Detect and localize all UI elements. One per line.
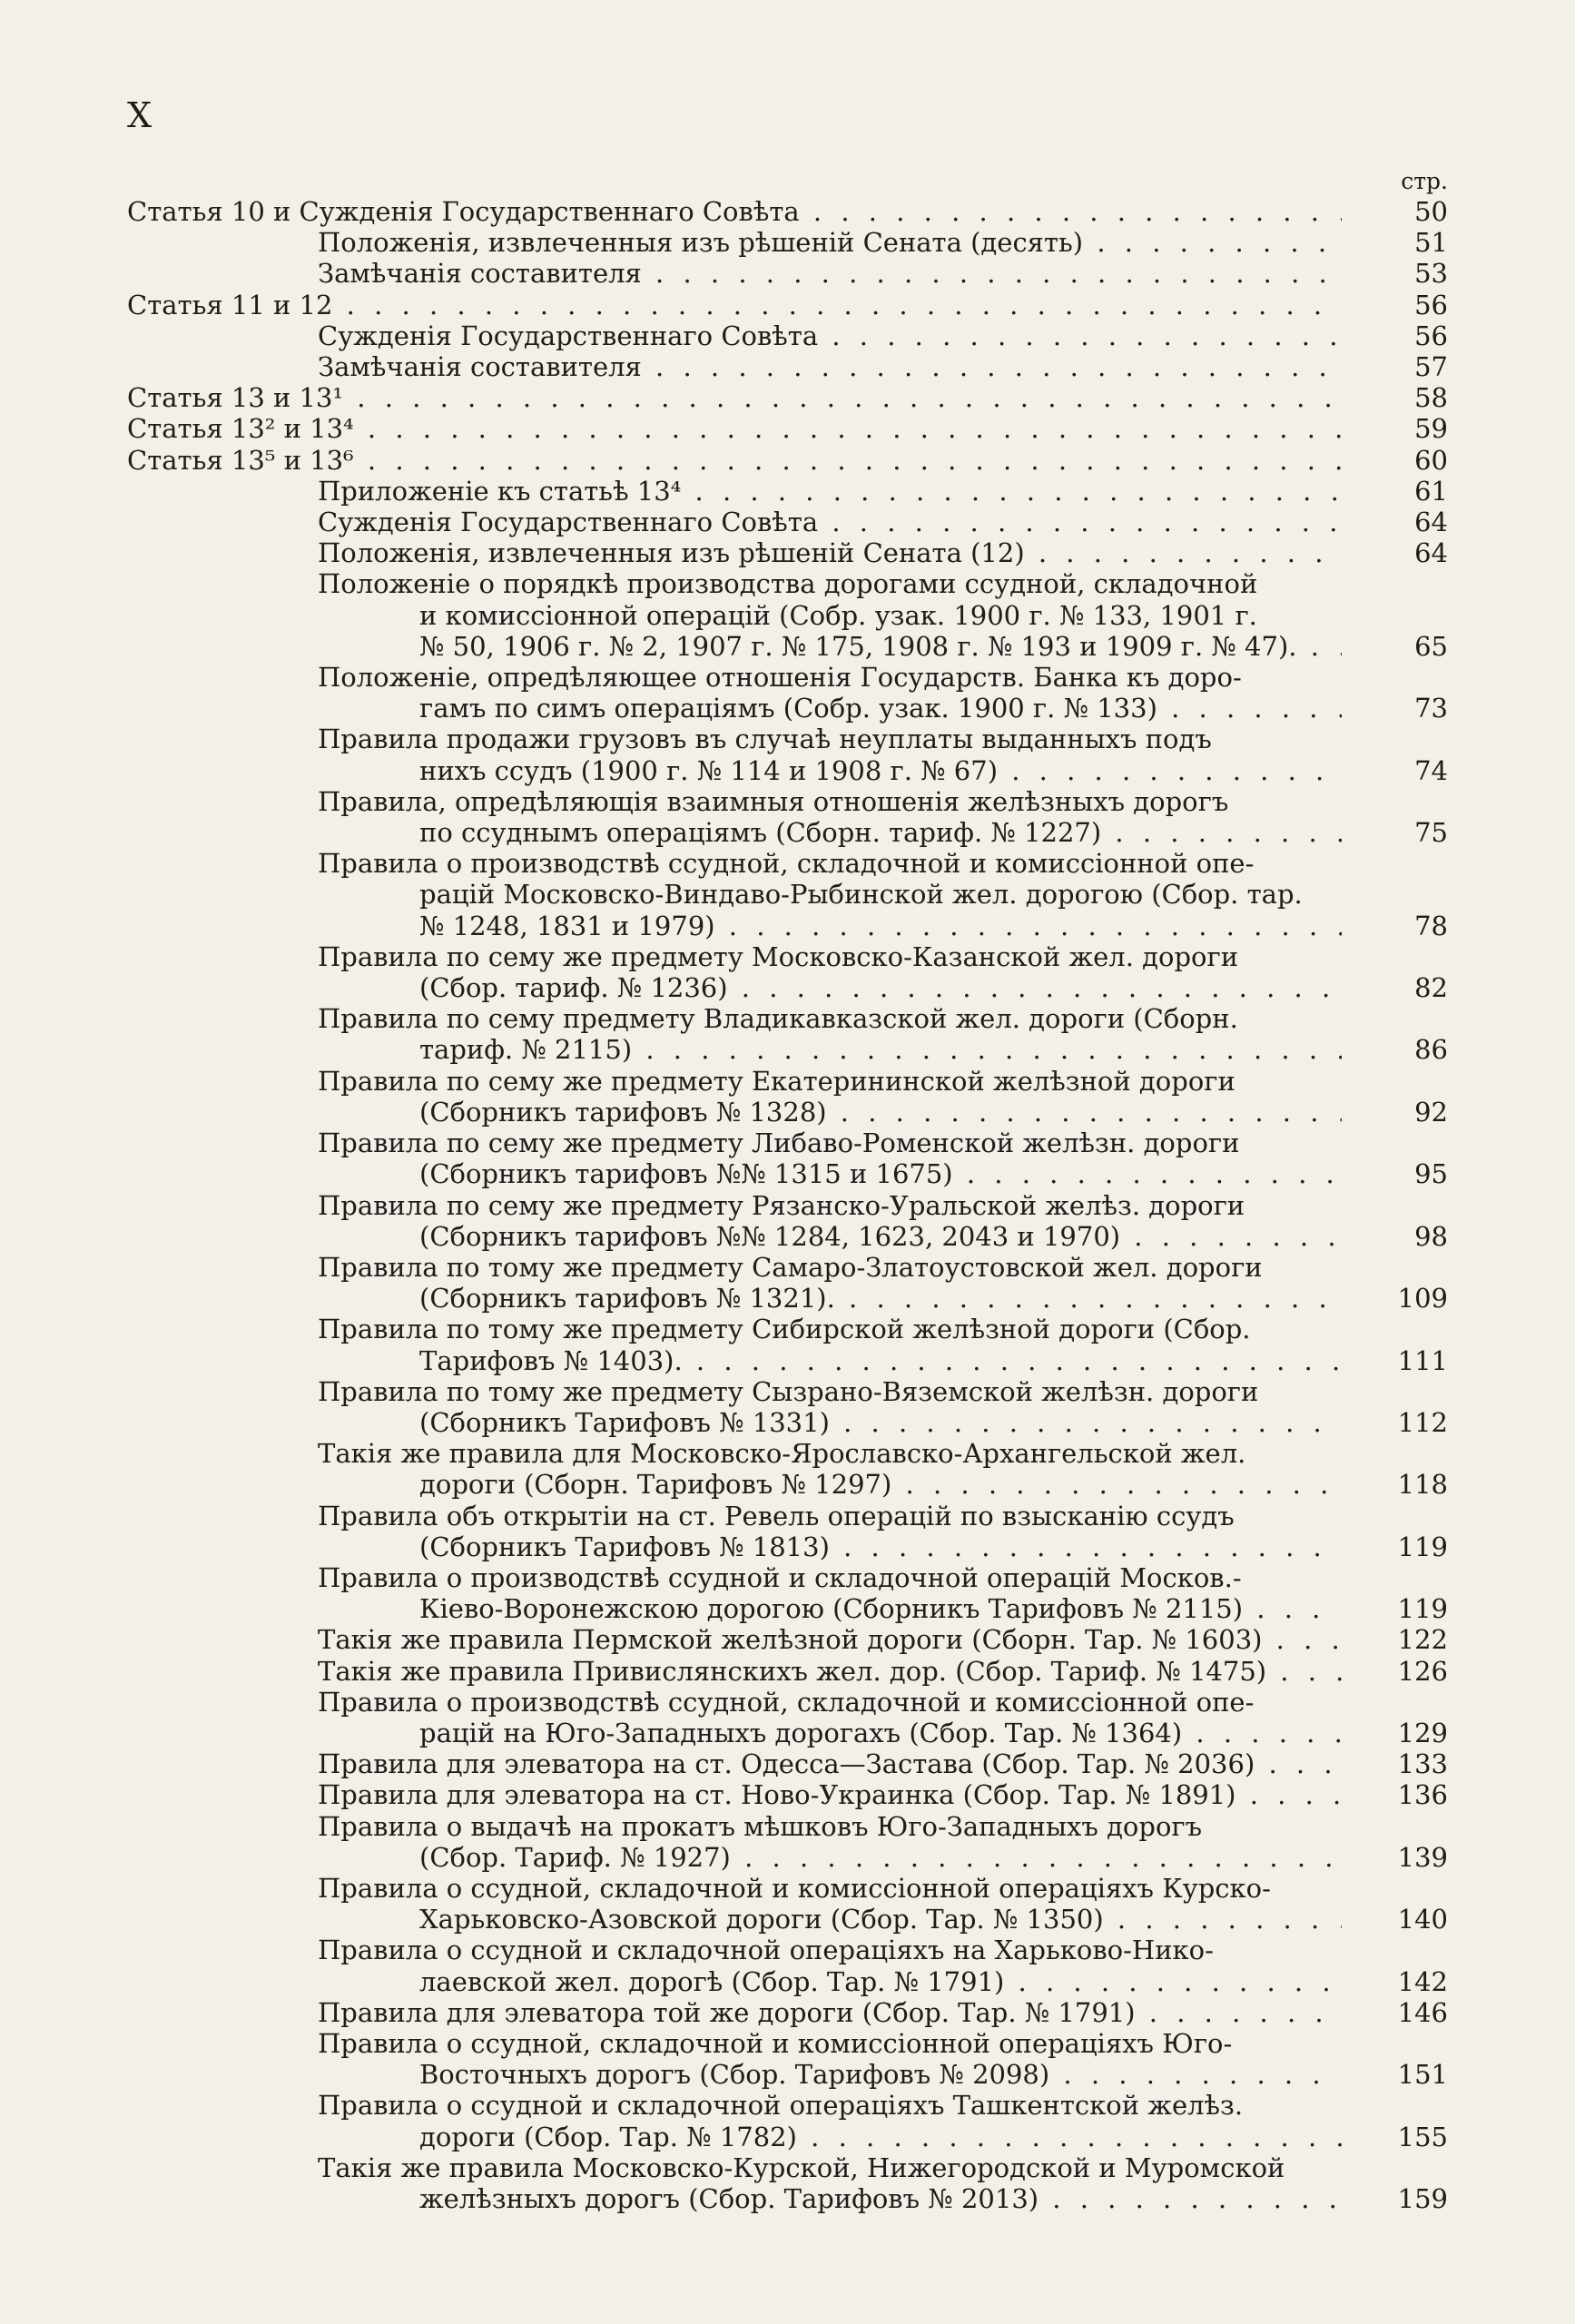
toc-entry — [127, 1252, 1448, 1314]
toc-entry-line: Такія же правила Пермской желѣзной дороги (Сборн. Тар. № 1603) . . . — [318, 1624, 1342, 1655]
toc-entry-page: 142 — [1397, 1965, 1448, 1997]
toc-entry-line: Правила о ссудной и складочной операціяхъ Ташкентской желѣз. — [318, 2090, 1244, 2122]
toc-entry-line: Положенія, извлеченныя изъ рѣшеній Сената (12) . . . — [318, 537, 1342, 568]
toc-entry — [127, 1190, 1448, 1252]
toc-entry-line: Положенія, извлеченныя изъ рѣшеній Сената (десять) . . . — [318, 227, 1342, 258]
toc-entry-line: (Сборникъ Тарифовъ № 1331) . . . — [318, 1407, 1342, 1438]
toc-entry — [127, 1656, 1448, 1687]
toc-entry-line: Замѣчанія составителя . . . — [318, 351, 1342, 382]
toc-entry-page: 86 — [1414, 1034, 1448, 1066]
toc-entry-line: Статья 11 и 12 . . . — [127, 290, 1342, 320]
toc-entry-line: № 50, 1906 г. № 2, 1907 г. № 175, 1908 г. № 193 и 1909 г. № 47). . . . — [318, 631, 1342, 662]
toc-entry-line: (Сборникъ тарифовъ №№ 1284, 1623, 2043 и 1970) . . . — [318, 1221, 1342, 1252]
toc-entry-line: Правила о выдачѣ на прокатъ мѣшковъ Юго-Западныхъ дорогъ — [318, 1810, 1203, 1842]
toc-entry-page: 78 — [1414, 910, 1448, 941]
toc-entry — [127, 2152, 1448, 2214]
toc-entry-page: 92 — [1414, 1096, 1448, 1128]
toc-entry-line: Тарифовъ № 1403). . . . — [318, 1345, 1342, 1376]
toc-entry — [127, 476, 1448, 507]
toc-entry — [127, 507, 1448, 537]
toc-entry-page: 75 — [1414, 817, 1448, 849]
toc-entry-page: 112 — [1397, 1406, 1448, 1438]
toc-entry-line: Правила по сему же предмету Рязанско-Уральской желѣз. дороги — [318, 1189, 1245, 1221]
page-number: X — [127, 95, 153, 135]
toc-entry-line: Кіево-Воронежскою дорогою (Сборникъ Тарифовъ № 2115) . . . — [318, 1593, 1342, 1624]
toc-entry-line: Правила о ссудной, складочной и комиссіонной операціяхъ Курско- — [318, 1872, 1271, 1904]
toc-entry-line: Положеніе о порядкѣ производства дорогами ссудной, складочной — [318, 568, 1258, 600]
toc-entry-line: Правила о ссудной и складочной операціяхъ на Харьково-Нико- — [318, 1935, 1214, 1966]
toc-entry-page: 118 — [1397, 1469, 1448, 1501]
toc-entry-line: Сужденія Государственнаго Совѣта . . . — [318, 320, 1342, 351]
toc-entry-page: 56 — [1414, 320, 1448, 351]
toc-entry-line: по ссуднымъ операціямъ (Сборн. тариф. № 1227) . . . — [318, 817, 1342, 848]
toc-entry — [127, 724, 1448, 785]
toc-entry-line: Правила о производствѣ ссудной и складочной операцій Москов.- — [318, 1561, 1242, 1593]
toc-entry — [127, 351, 1448, 382]
toc-entry-line: желѣзныхъ дорогъ (Сбор. Тарифовъ № 2013) . . . — [318, 2183, 1342, 2214]
toc-entry-page: 136 — [1397, 1779, 1448, 1811]
toc-entry-page: 119 — [1397, 1593, 1448, 1625]
toc-entry — [127, 445, 1448, 476]
toc-entry — [127, 1066, 1448, 1128]
toc-entry-line: Правила по тому же предмету Сызрано-Вяземской желѣзн. дороги — [318, 1375, 1259, 1407]
toc-entry-page: 64 — [1414, 537, 1448, 569]
toc-entry — [127, 382, 1448, 413]
toc-entry — [127, 1314, 1448, 1375]
toc-entry-page: 65 — [1414, 630, 1448, 662]
toc-entry-line: Правила по сему же предмету Московско-Казанской жел. дороги — [318, 940, 1239, 972]
toc-entry-page: 122 — [1397, 1624, 1448, 1656]
toc-entry-line: Правила для элеватора той же дороги (Сбор. Тар. № 1791) . . . — [318, 1997, 1342, 2028]
toc-entry — [127, 1811, 1448, 1873]
toc-entry-page: 129 — [1397, 1717, 1448, 1748]
toc-entry — [127, 662, 1448, 724]
toc-entry — [127, 1935, 1448, 1996]
toc-entry-line: № 1248, 1831 и 1979) . . . — [318, 911, 1342, 941]
toc-entry — [127, 196, 1448, 227]
toc-entry — [127, 1624, 1448, 1655]
toc-entry — [127, 848, 1448, 941]
toc-entry — [127, 1438, 1448, 1500]
toc-entry — [127, 1501, 1448, 1562]
toc-entry-page: 95 — [1414, 1158, 1448, 1190]
toc-entry-line: (Сборникъ тарифовъ № 1321). . . . — [318, 1283, 1342, 1314]
toc-entry-page: 98 — [1414, 1220, 1448, 1252]
toc-entry-page: 57 — [1414, 351, 1448, 383]
toc-entry — [127, 1128, 1448, 1189]
toc-entry-page: 155 — [1397, 2121, 1448, 2152]
toc-entry-line: Правила по тому же предмету Сибирской желѣзной дороги (Сбор. — [318, 1314, 1251, 1345]
toc-entry-page: 59 — [1414, 413, 1448, 445]
toc-entry — [127, 1687, 1448, 1748]
toc-entry-page: 133 — [1397, 1748, 1448, 1780]
toc-entry — [127, 258, 1448, 289]
toc-entry — [127, 1873, 1448, 1935]
toc-entry-line: Сужденія Государственнаго Совѣта . . . — [318, 507, 1342, 537]
toc-entry — [127, 1779, 1448, 1810]
toc-entry — [127, 2090, 1448, 2152]
toc-entry — [127, 568, 1448, 662]
toc-entry-line: рацій на Юго-Западныхъ дорогахъ (Сбор. Тар. № 1364) . . . — [318, 1718, 1342, 1748]
toc-entry-page: 61 — [1414, 475, 1448, 507]
toc-entry-page: 58 — [1414, 382, 1448, 414]
toc-entry-line: тариф. № 2115) . . . — [318, 1034, 1342, 1065]
toc-entry — [127, 2028, 1448, 2090]
toc-entry-line: Правила о производствѣ ссудной, складочной и комиссіонной опе- — [318, 1686, 1255, 1718]
toc-entry-line: Правила о ссудной, складочной и комиссіонной операціяхъ Юго- — [318, 2027, 1233, 2059]
toc-entry-line: (Сборникъ Тарифовъ № 1813) . . . — [318, 1531, 1342, 1562]
toc-entry-line: Такія же правила Привислянскихъ жел. дор. (Сбор. Тариф. № 1475) . . . — [318, 1656, 1342, 1687]
toc-entry-line: (Сбор. Тариф. № 1927) . . . — [318, 1842, 1342, 1873]
toc-entry-page: 126 — [1397, 1655, 1448, 1687]
toc-entry-page: 140 — [1397, 1904, 1448, 1935]
toc-entry — [127, 413, 1448, 444]
toc-entry-line: Статья 10 и Сужденія Государственнаго Совѣта . . . — [127, 196, 1342, 227]
toc-entry-line: (Сбор. тариф. № 1236) . . . — [318, 972, 1342, 1003]
toc-entry-page: 139 — [1397, 1841, 1448, 1873]
toc-entry-line: Правила, опредѣляющія взаимныя отношенія желѣзныхъ дорогъ — [318, 785, 1229, 817]
toc-entry-line: Правила для элеватора на ст. Одесса—Застава (Сбор. Тар. № 2036) . . . — [318, 1748, 1342, 1779]
toc-entry — [127, 1997, 1448, 2028]
toc-entry-line: дороги (Сбор. Тар. № 1782) . . . — [318, 2122, 1342, 2152]
toc-entry — [127, 1376, 1448, 1438]
toc-entry-page: 111 — [1397, 1344, 1448, 1376]
toc-entry-line: рацій Московско-Виндаво-Рыбинской жел. дорогою (Сбор. тар. — [419, 879, 1303, 911]
toc-entry-line: Правила по тому же предмету Самаро-Златоустовской жел. дороги — [318, 1251, 1263, 1283]
toc-entry-page: 119 — [1397, 1531, 1448, 1562]
toc-entry — [127, 1748, 1448, 1779]
table-of-contents — [127, 196, 1448, 2214]
toc-entry-line: лаевской жел. дорогѣ (Сбор. Тар. № 1791) . . . — [318, 1966, 1342, 1997]
toc-entry-page: 60 — [1414, 444, 1448, 476]
toc-entry-page: 159 — [1397, 2183, 1448, 2214]
toc-entry-line: (Сборникъ тарифовъ №№ 1315 и 1675) . . . — [318, 1158, 1342, 1189]
toc-entry-line: Замѣчанія составителя . . . — [318, 258, 1342, 289]
toc-entry-page: 109 — [1397, 1283, 1448, 1315]
toc-entry-line: Правила по сему же предмету Либаво-Роменской желѣзн. дороги — [318, 1128, 1240, 1159]
toc-entry-page: 56 — [1414, 289, 1448, 320]
toc-entry-line: Правила по сему предмету Владикавказской жел. дороги (Сборн. — [318, 1003, 1238, 1035]
toc-entry-line: Такія же правила для Московско-Ярославско-Архангельской жел. — [318, 1438, 1246, 1470]
toc-entry-page: 73 — [1414, 693, 1448, 724]
toc-entry-line: дороги (Сборн. Тарифовъ № 1297) . . . — [318, 1469, 1342, 1500]
toc-entry-page: 64 — [1414, 507, 1448, 538]
toc-entry-line: Правила для элеватора на ст. Ново-Украинка (Сбор. Тар. № 1891) . . . — [318, 1779, 1342, 1810]
toc-entry-line: Положеніе, опредѣляющее отношенія Государств. Банка къ доро- — [318, 662, 1242, 694]
toc-entry-page: 74 — [1414, 754, 1448, 786]
toc-entry-line: Правила по сему же предмету Екатерининской желѣзной дороги — [318, 1065, 1235, 1097]
toc-entry — [127, 941, 1448, 1003]
toc-entry-line: гамъ по симъ операціямъ (Собр. узак. 1900 г. № 133) . . . — [318, 693, 1342, 724]
toc-entry-line: Статья 13 и 13¹ . . . — [127, 382, 1342, 413]
toc-entry-line: нихъ ссудъ (1900 г. № 114 и 1908 г. № 67) . . . — [318, 755, 1342, 786]
toc-entry — [127, 1003, 1448, 1065]
toc-entry — [127, 290, 1448, 320]
toc-entry-page: 51 — [1414, 227, 1448, 259]
toc-entry-line: Приложеніе къ статьѣ 13⁴ . . . — [318, 476, 1342, 507]
toc-entry-page: 50 — [1414, 196, 1448, 227]
toc-entry-line: Правила о производствѣ ссудной, складочной и комиссіонной опе- — [318, 848, 1255, 880]
toc-entry-page: 53 — [1414, 258, 1448, 290]
toc-entry-line: Правила объ открытіи на ст. Ревель операцій по взысканію ссудъ — [318, 1500, 1235, 1531]
toc-entry-line: и комиссіонной операцій (Собр. узак. 1900 г. № 133, 1901 г. — [419, 599, 1257, 631]
toc-entry — [127, 786, 1448, 848]
toc-entry-line: Правила продажи грузовъ въ случаѣ неуплаты выданныхъ подъ — [318, 724, 1212, 755]
toc-entry-line: Восточныхъ дорогъ (Сбор. Тарифовъ № 2098) . . . — [318, 2059, 1342, 2090]
toc-entry-line: Харьковско-Азовской дороги (Сбор. Тар. № 1350) . . . — [318, 1904, 1342, 1935]
toc-entry-line: Статья 13⁵ и 13⁶ . . . — [127, 445, 1342, 476]
toc-entry-page: 146 — [1397, 1996, 1448, 2028]
toc-entry-page: 151 — [1397, 2059, 1448, 2091]
toc-entry-line: Статья 13² и 13⁴ . . . — [127, 413, 1342, 444]
page-column-header: стр. — [1401, 168, 1448, 194]
toc-entry-line: (Сборникъ тарифовъ № 1328) . . . — [318, 1097, 1342, 1128]
toc-entry-page: 82 — [1414, 972, 1448, 1004]
toc-entry — [127, 320, 1448, 351]
toc-entry-line: Такія же правила Московско-Курской, Нижегородской и Муромской — [318, 2152, 1285, 2183]
toc-entry — [127, 1562, 1448, 1624]
toc-entry — [127, 537, 1448, 568]
toc-entry — [127, 227, 1448, 258]
